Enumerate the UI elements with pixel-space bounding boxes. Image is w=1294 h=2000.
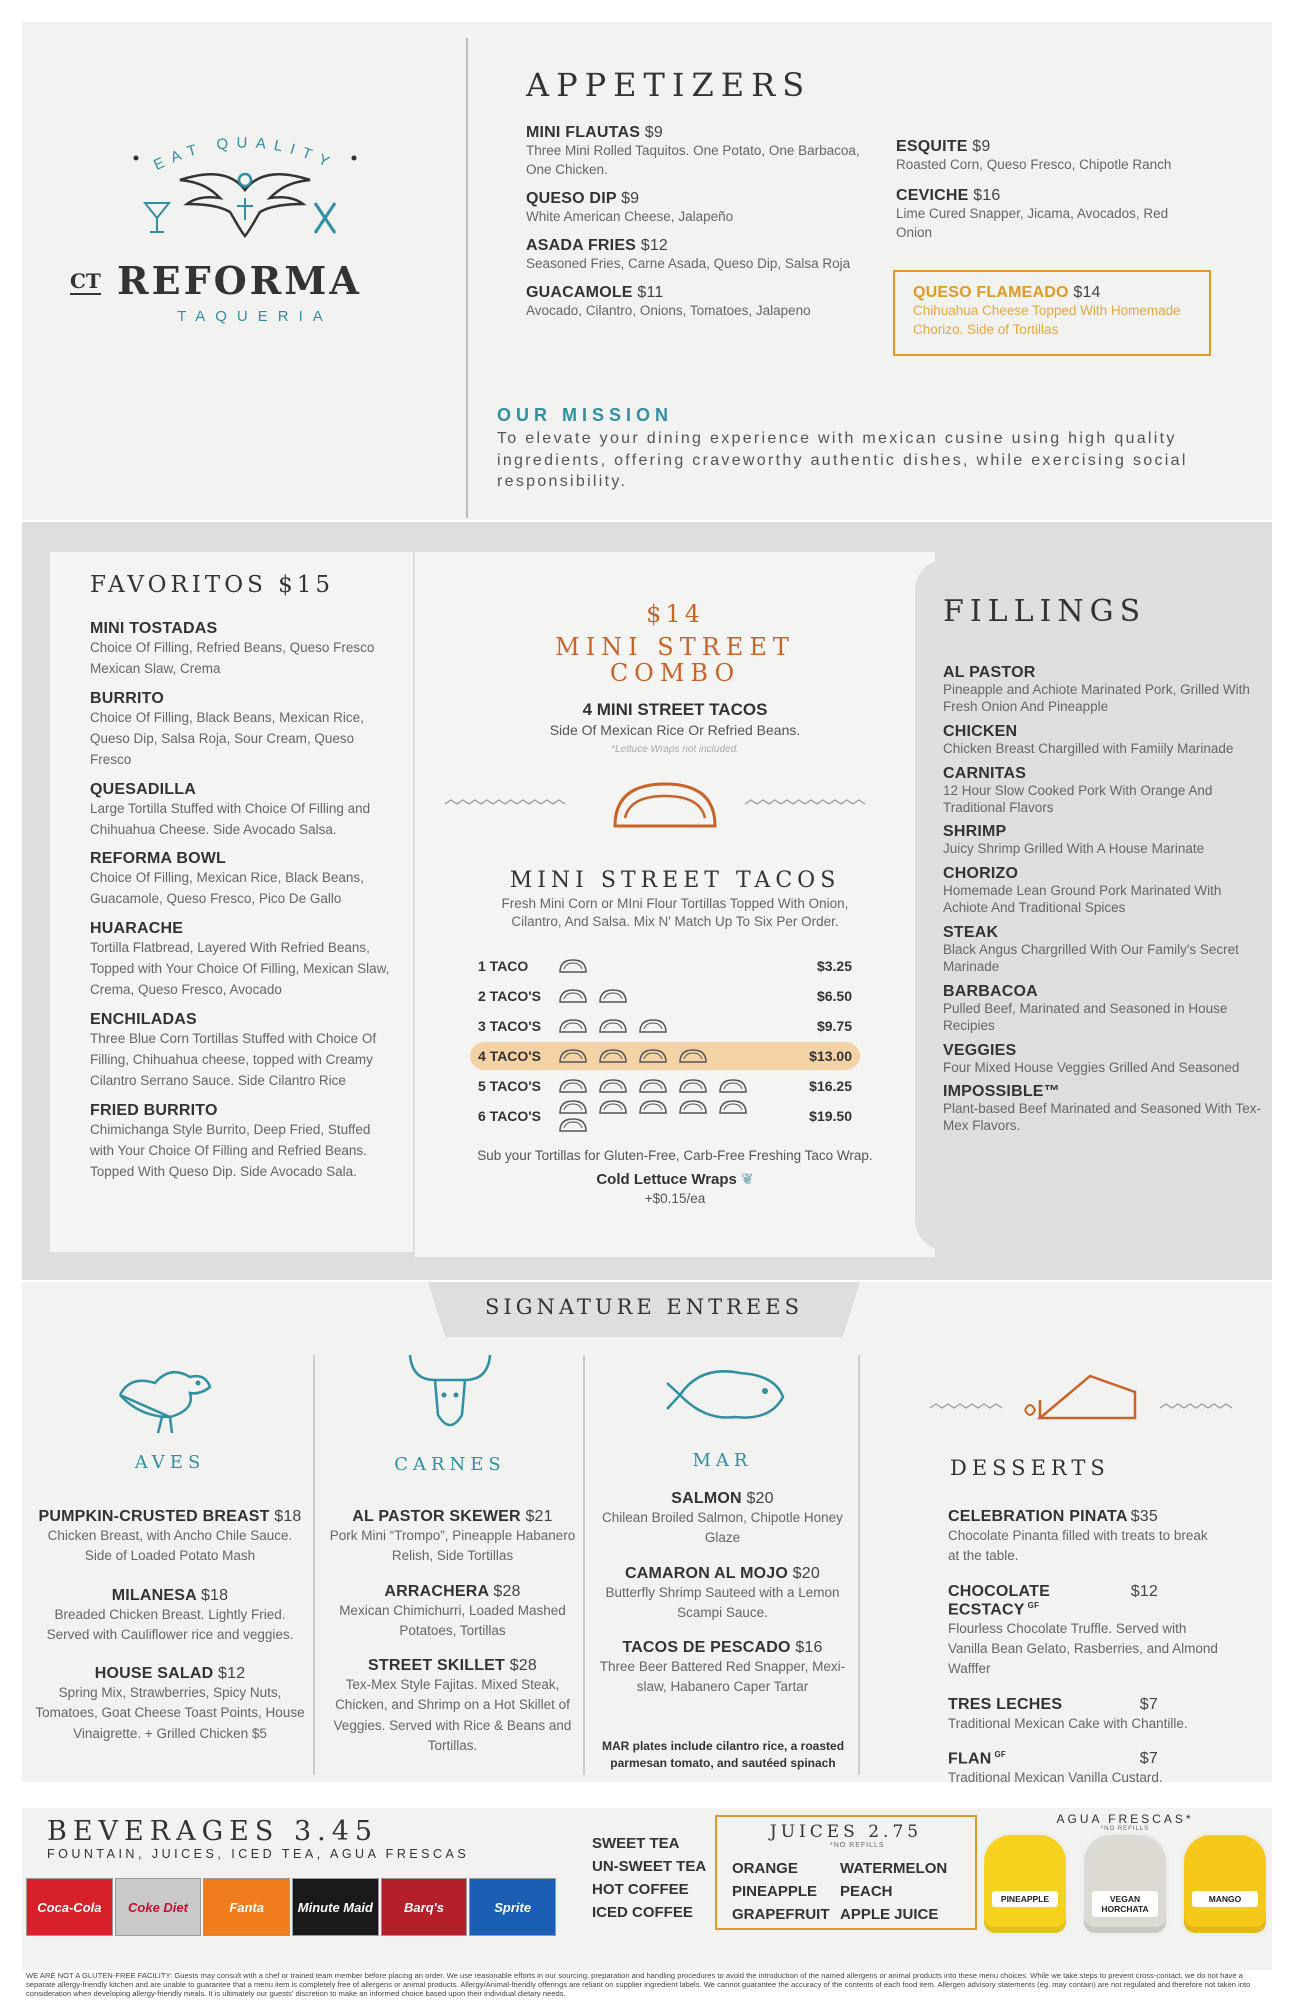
taco-icon: [638, 1078, 668, 1094]
filling-item: [943, 664, 1268, 716]
filling-item: [943, 983, 1268, 1035]
carnes-list: [325, 1508, 580, 1772]
favorito-name: ENCHILADAS: [90, 1011, 197, 1029]
aves-name-label: PUMPKIN-CRUSTED BREAST: [38, 1508, 270, 1525]
entrees-divider-1: [313, 1355, 315, 1775]
carnes-price: $28: [509, 1657, 537, 1674]
favorito-desc: Three Blue Corn Tortillas Stuffed with Choice Of Filling, Chihuahua cheese, topped with Creamy Cilantro Serrano Sauce. Side Cilantro Rice: [90, 1031, 377, 1088]
filling-item: [943, 1042, 1268, 1077]
taco-price: $13.00: [809, 1048, 852, 1064]
favorito-item: [90, 1011, 390, 1092]
juice-item: PINEAPPLE: [732, 1883, 818, 1900]
mar-name-text: [671, 1490, 742, 1507]
carnes-name-text: [368, 1657, 505, 1674]
juice-item: GRAPEFRUIT: [732, 1906, 830, 1923]
appetizer-item: [526, 237, 866, 274]
taco-icon: [718, 1099, 748, 1115]
brand-logo: [115, 1878, 202, 1936]
brand-logo-label: Minute Maid: [297, 1899, 373, 1915]
mar-price: $20: [746, 1490, 774, 1507]
appetizer-item: [526, 190, 866, 227]
aves-name-text: [38, 1508, 269, 1525]
taco-price: $16.25: [809, 1078, 852, 1094]
filling-item: [943, 865, 1268, 917]
desserts-name: [948, 1508, 1218, 1526]
filling-desc: Chicken Breast Chargilled with Famiily Marinade: [943, 740, 1234, 756]
combo-title-2: COMBO: [609, 659, 741, 687]
desserts-item: [948, 1750, 1218, 1789]
filling-item: [943, 723, 1268, 758]
brand-logo: [292, 1878, 379, 1936]
featured-name: QUESO FLAMEADO: [913, 284, 1069, 301]
taco-icon: [558, 988, 588, 1004]
mar-name-label: TACOS DE PESCADO: [622, 1639, 791, 1656]
desserts-desc: Traditional Mexican Cake with Chantille.: [948, 1715, 1188, 1731]
brand-logos: [26, 1878, 556, 1936]
desserts-name-text: [948, 1696, 1062, 1714]
agua-jar-label: PINEAPPLE: [992, 1891, 1058, 1907]
appetizer-desc: Avocado, Cilantro, Onions, Tomatoes, Jalapeno: [526, 302, 811, 318]
taco-row: [470, 1072, 860, 1100]
appetizer-item: [896, 187, 1206, 243]
favorito-desc: Large Tortilla Stuffed with Choice Of Filling and Chihuahua Cheese. Side Avocado Salsa.: [90, 800, 371, 837]
filling-name: SHRIMP: [943, 823, 1007, 841]
desserts-name-text: [948, 1508, 1128, 1526]
mar-list: [590, 1490, 855, 1714]
carnes-title: CARNES: [394, 1454, 506, 1475]
aves-name-text: [112, 1587, 197, 1604]
taco-icon: [638, 1099, 668, 1115]
appetizer-item: [896, 138, 1206, 175]
mar-desc: Three Beer Battered Red Snapper, Mexi-slaw, Habanero Caper Tartar: [599, 1659, 846, 1695]
favorito-desc: Choice Of Filling, Refried Beans, Queso Fresco Mexican Slaw, Crema: [90, 640, 375, 676]
taco-price: $9.75: [816, 1018, 852, 1034]
aves-desc: Breaded Chicken Breast. Lightly Fried. Served with Cauliflower rice and veggies.: [46, 1606, 294, 1642]
entrees-divider-2: [583, 1355, 585, 1775]
combo-title-1: MINI STREET: [555, 633, 795, 661]
mar-item: [590, 1565, 855, 1624]
entrees-title: SIGNATURE ENTREES: [485, 1295, 803, 1319]
drink-item: HOT COFFEE: [592, 1881, 689, 1898]
brand-logo: [203, 1878, 290, 1936]
appetizers-title: APPETIZERS: [526, 66, 812, 104]
taco-icon: [558, 1078, 588, 1094]
filling-item: [943, 823, 1268, 858]
juices-right: [840, 1857, 970, 1926]
aves-name: [35, 1665, 305, 1683]
aves-price: $18: [274, 1508, 302, 1525]
favorito-item: [90, 781, 390, 841]
appetizer-name: [526, 124, 866, 142]
gf-badge: GF: [994, 1749, 1006, 1759]
aves-desc: Chicken Breast, with Ancho Chile Sauce. Side of Loaded Potato Mash: [47, 1528, 293, 1564]
appetizer-desc: Roasted Corn, Queso Fresco, Chipotle Ranch: [896, 157, 1172, 172]
taco-icon: [558, 1099, 588, 1115]
leaf-icon: ❦: [741, 1171, 754, 1188]
mar-item: [590, 1639, 855, 1698]
mar-note: MAR plates include cilantro rice, a roasted parmesan tomato, and sautéed spinach: [601, 1739, 845, 1770]
taco-icons: [558, 1077, 792, 1095]
brand-name: CT REFORMA: [70, 258, 362, 303]
agua-note: *NO REFILLS: [1100, 1826, 1150, 1832]
taco-icons: [558, 1017, 792, 1035]
juice-item: ORANGE: [732, 1860, 798, 1877]
taco-icon: [638, 1048, 668, 1064]
cake-icon: [930, 1370, 1250, 1430]
desserts-item: [948, 1583, 1218, 1680]
filling-name: STEAK: [943, 924, 999, 941]
appetizer-name-text: QUESO DIP: [526, 189, 617, 207]
lettuce-wraps-label: Cold Lettuce Wraps: [596, 1171, 737, 1188]
desserts-list: [948, 1508, 1218, 1804]
beverages-title: BEVERAGES 3.45: [47, 1816, 379, 1847]
vertical-divider: [466, 38, 468, 518]
aves-item: [35, 1587, 305, 1646]
drink-item: UN-SWEET TEA: [592, 1858, 707, 1875]
taco-icons: [558, 987, 792, 1005]
aves-price: $18: [200, 1586, 229, 1604]
taco-icon: [598, 1078, 628, 1094]
favorito-desc: Choice Of Filling, Black Beans, Mexican Rice, Queso Dip, Salsa Roja, Sour Cream, Queso Fresco: [90, 709, 364, 767]
taco-row: [470, 1042, 860, 1070]
favorito-desc: Tortilla Flatbread, Layered With Refried Beans, Topped with Your Choice Of Filling, Mexican Slaw, Crema, Queso Fresco, Avocado: [90, 940, 390, 998]
carnes-desc: Mexican Chimichurri, Loaded Mashed Potatoes, Tortillas: [339, 1602, 566, 1638]
appetizer-item: [526, 284, 866, 321]
filling-item: [943, 765, 1268, 817]
carnes-name: [325, 1657, 580, 1675]
brand-logo-label: Sprite: [494, 1899, 532, 1915]
aves-price: $12: [218, 1665, 246, 1682]
taco-icons: [558, 957, 792, 975]
tacos-sub: Sub your Tortillas for Gluten-Free, Carb-Free Freshing Taco Wrap.: [477, 1148, 873, 1163]
taco-icon: [718, 1078, 748, 1094]
mar-desc: Chilean Broiled Salmon, Chipotle Honey Glaze: [602, 1510, 843, 1546]
carnes-item: [325, 1508, 580, 1567]
appetizer-price: $9: [972, 138, 991, 155]
desserts-price: $12: [1130, 1582, 1158, 1600]
taco-price: $3.25: [816, 958, 852, 974]
favorito-item: [90, 850, 390, 910]
filling-name: CHORIZO: [943, 865, 1019, 883]
agua-jar: [981, 1832, 1069, 1936]
taco-icon: [558, 958, 588, 974]
utensils-icon: [310, 198, 340, 238]
agua-jar-label: VEGAN HORCHATA: [1092, 1891, 1158, 1917]
brand-sub: TAQUERIA: [177, 308, 333, 325]
carnes-item: [325, 1583, 580, 1642]
bird-icon: [110, 1355, 230, 1445]
aves-name-text: [95, 1665, 214, 1682]
appetizer-name: [896, 187, 1206, 205]
appetizer-price: $16: [973, 186, 1001, 204]
aves-desc: Spring Mix, Strawberries, Spicy Nuts, Tomatoes, Goat Cheese Toast Points, House Vinaigrette. + Grilled Chicken $5: [35, 1685, 305, 1741]
mar-item: [590, 1490, 855, 1549]
filling-desc: Plant-based Beef Marinated and Seasoned With Tex-Mex Flavors.: [943, 1101, 1261, 1134]
appetizers-left: [526, 124, 866, 330]
beverages-sub: FOUNTAIN, JUICES, ICED TEA, AGUA FRESCAS: [47, 1847, 470, 1861]
carnes-name-label: ARRACHERA: [384, 1582, 489, 1600]
desserts-title: DESSERTS: [950, 1456, 1110, 1480]
aves-name: [35, 1587, 305, 1605]
brand-logo-label: Coca-Cola: [37, 1899, 102, 1915]
appetizer-desc: Lime Cured Snapper, Jicama, Avocados, Red Onion: [896, 205, 1169, 240]
taco-count-label: 4 TACO'S: [478, 1048, 541, 1064]
filling-name: AL PASTOR: [943, 664, 1036, 681]
taco-count-label: 3 TACO'S: [478, 1018, 541, 1034]
filling-name: CARNITAS: [943, 764, 1027, 782]
carnes-name-label: STREET SKILLET: [368, 1657, 506, 1674]
mar-price: $20: [792, 1564, 820, 1582]
logo: [60, 120, 430, 330]
favorito-item: [90, 620, 390, 680]
brand-logo-label: Coke Diet: [128, 1899, 188, 1915]
combo-line-2: Side Of Mexican Rice Or Refried Beans.: [549, 722, 801, 738]
agua-title: AGUA FRESCAS*: [1056, 1812, 1194, 1826]
carnes-name-text: [384, 1583, 488, 1600]
carnes-name-text: [352, 1508, 521, 1525]
carnes-name-label: AL PASTOR SKEWER: [352, 1508, 521, 1525]
combo-note: *Lettuce Wraps not included.: [611, 744, 739, 755]
mar-desc: Butterfly Shrimp Sauteed with a Lemon Scampi Sauce.: [605, 1584, 840, 1620]
taco-icon: [638, 1018, 668, 1034]
carnes-name: [325, 1583, 580, 1601]
tacos-price-table: [470, 952, 860, 1132]
desserts-desc: Traditional Mexican Vanilla Custard.: [948, 1770, 1163, 1786]
taco-count-label: 6 TACO'S: [478, 1108, 541, 1124]
drink-item: ICED COFFEE: [592, 1904, 693, 1921]
taco-count-label: 2 TACO'S: [478, 988, 541, 1004]
taco-icon: [558, 1117, 588, 1133]
taco-icon: [598, 1099, 628, 1115]
combo-line-1: 4 MINI STREET TACOS: [582, 700, 768, 719]
brand-logo: [381, 1878, 468, 1936]
mar-name-text: [622, 1639, 790, 1656]
appetizer-name: [526, 237, 866, 255]
desserts-name: [948, 1750, 1218, 1768]
filling-desc: Black Angus Chargrilled With Our Family's Secret Marinade: [943, 942, 1239, 974]
desserts-name: [948, 1696, 1218, 1714]
appetizer-price: $12: [640, 236, 669, 254]
desserts-name-label: TRES LECHES: [948, 1695, 1063, 1713]
desserts-name-text: [948, 1583, 1131, 1619]
appetizer-name: [526, 190, 866, 208]
appetizer-name-text: CEVICHE: [896, 186, 969, 204]
agua-jars: [975, 1832, 1275, 1940]
filling-name: BARBACOA: [943, 982, 1038, 1000]
favorito-name: QUESADILLA: [90, 780, 196, 798]
juice-item: PEACH: [840, 1883, 893, 1900]
mar-name: [590, 1639, 855, 1657]
appetizer-desc: White American Cheese, Jalapeño: [526, 208, 734, 224]
taco-price: $19.50: [809, 1108, 852, 1124]
mar-title: MAR: [692, 1450, 753, 1471]
appetizer-name: [896, 138, 1206, 156]
taco-icon: [678, 1048, 708, 1064]
carnes-name: [325, 1508, 580, 1526]
filling-desc: Pulled Beef, Marinated and Seasoned in House Recipies: [943, 1000, 1228, 1033]
desserts-item: [948, 1696, 1218, 1734]
favorito-name: REFORMA BOWL: [90, 850, 227, 868]
favoritos-title: FAVORITOS $15: [90, 572, 335, 598]
taco-price: $6.50: [816, 988, 852, 1004]
cocktail-icon: [142, 198, 172, 238]
taco-divider-icon: [445, 776, 885, 836]
favorito-item: [90, 690, 390, 771]
filling-item: [943, 1083, 1268, 1135]
taco-icons: [558, 1098, 792, 1134]
desserts-price: $7: [1139, 1749, 1158, 1767]
appetizer-desc: Three Mini Rolled Taquitos. One Potato, One Barbacoa, One Chicken.: [526, 143, 860, 177]
lettuce-wraps: [415, 1170, 935, 1188]
aves-item: [35, 1665, 305, 1744]
taco-count-label: 1 TACO: [478, 958, 529, 974]
favorito-name: BURRITO: [90, 689, 164, 707]
agua-jar: [1181, 1832, 1269, 1936]
taco-row: [470, 1012, 860, 1040]
agua-jar-label: MANGO: [1192, 1891, 1258, 1907]
carnes-desc: Pork Mini “Trompo”, Pineapple Habanero Relish, Side Tortillas: [329, 1528, 576, 1564]
mar-name-text: [625, 1565, 788, 1582]
appetizers-right: [896, 138, 1206, 255]
taco-row: [470, 982, 860, 1010]
featured-appetizer: [893, 270, 1211, 356]
featured-price: $14: [1073, 284, 1101, 301]
lettuce-wraps-price: +$0.15/ea: [644, 1191, 706, 1206]
disclaimer: WE ARE NOT A GLUTEN-FREE FACILITY: Guests may consult with a chef or trained team member before placing an order. We use reasonable efforts in our sourcing, preparation and handling procedures to avoid the introduction of the named allergens or animal products into these menu choices. While we take steps to prevent cross-contact, we do not have a separate allergy-friendly kitchen and are unable to guarantee that a menu item is completely free of allergens or animal products. Allergy/Animal-friendly offerings are reliant on supplier ingredient labels. We cannot guarantee the accuracy of the contents of each food item. Allergen advisory statements (eg. may contain) are not regulated and therefore not taken into consideration when developing allergy-friendly meals. It is ultimately our guests' discretion to make an informed choice based upon their individual dietary needs.: [26, 1971, 1251, 1999]
favorito-item: [90, 1102, 390, 1183]
fish-icon: [665, 1355, 795, 1435]
svg-text:EAT QUALITY: EAT QUALITY: [151, 134, 339, 174]
combo-price: $14: [646, 600, 704, 628]
juices-left: [732, 1857, 842, 1926]
brand-logo: [26, 1878, 113, 1936]
desserts-item: [948, 1508, 1218, 1567]
aves-name-label: MILANESA: [111, 1586, 197, 1604]
aves-item: [35, 1508, 305, 1567]
mar-name-label: SALMON: [671, 1490, 742, 1507]
featured-desc: Chihuahua Cheese Topped With Homemade Chorizo. Side of Tortillas: [913, 303, 1181, 337]
fillings-list: [943, 664, 1268, 1142]
mission-text: To elevate your dining experience with mexican cusine using high quality ingredients, offering craveworthy authentic dishes, while exercising social responsibility.: [497, 430, 1188, 491]
gf-badge: GF: [1027, 1600, 1040, 1610]
favorito-desc: Choice Of Filling, Mexican Rice, Black Beans, Guacamole, Queso Fresco, Pico De Gallo: [90, 870, 364, 907]
filling-desc: Juicy Shrimp Grilled With A House Marinate: [943, 841, 1205, 857]
desserts-name-label: CELEBRATION PINATA: [948, 1508, 1128, 1525]
mar-price: $16: [795, 1639, 823, 1656]
bull-icon: [400, 1345, 500, 1445]
mission-title: OUR MISSION: [497, 405, 674, 425]
favorito-desc: Chimichanga Style Burrito, Deep Fried, Stuffed with Your Choice Of Filling and Refried Beans. Topped With Queso Dip. Side Avocado Sala.: [90, 1121, 371, 1179]
eagle-icon: [175, 160, 315, 240]
appetizer-price: $9: [621, 189, 640, 207]
entrees-divider-3: [858, 1355, 860, 1775]
favorito-name: FRIED BURRITO: [90, 1101, 218, 1119]
taco-icon: [598, 988, 628, 1004]
appetizer-name-text: ASADA FRIES: [526, 236, 637, 254]
brand-logo: [469, 1878, 556, 1936]
appetizer-name-text: GUACAMOLE: [526, 283, 633, 301]
juice-item: WATERMELON: [840, 1860, 948, 1877]
aves-title: AVES: [134, 1452, 206, 1473]
brand-logo-label: Barq's: [404, 1899, 444, 1915]
aves-list: [35, 1508, 305, 1764]
carnes-desc: Tex-Mex Style Fajitas. Mixed Steak, Chicken, and Shrimp on a Hot Skillet of Veggies. Served with Rice & Beans and Tortillas.: [333, 1677, 572, 1753]
taco-count-label: 5 TACO'S: [478, 1078, 541, 1094]
fillings-title: FILLINGS: [943, 594, 1147, 629]
filling-name: IMPOSSIBLE™: [943, 1083, 1060, 1101]
appetizer-item: [526, 124, 866, 180]
carnes-price: $21: [525, 1508, 553, 1525]
favorito-item: [90, 920, 390, 1001]
taco-row: [470, 1102, 860, 1130]
desserts-name-text: [948, 1750, 1006, 1768]
taco-icon: [558, 1048, 588, 1064]
desserts-name: [948, 1583, 1218, 1619]
taco-icon: [598, 1018, 628, 1034]
filling-desc: Four Mixed House Veggies Grilled And Seasoned: [943, 1059, 1240, 1075]
drink-item: SWEET TEA: [592, 1835, 680, 1852]
juice-item: APPLE JUICE: [840, 1906, 939, 1923]
juices-title: JUICES 2.75: [769, 1822, 923, 1842]
filling-name: VEGGIES: [943, 1041, 1017, 1059]
carnes-price: $28: [493, 1582, 521, 1600]
aves-name-label: HOUSE SALAD: [94, 1665, 214, 1682]
taco-icons: [558, 1047, 792, 1065]
taco-icon: [598, 1048, 628, 1064]
taco-icon: [558, 1018, 588, 1034]
tacos-desc: Fresh Mini Corn or MIni Flour Tortillas Topped With Onion, Cilantro, And Salsa. Mix N' Match Up To Six Per Order.: [501, 896, 849, 930]
taco-icon: [678, 1078, 708, 1094]
mar-name: [590, 1490, 855, 1508]
taco-icon: [678, 1099, 708, 1115]
appetizer-name-text: MINI FLAUTAS: [526, 124, 641, 141]
desserts-desc: Chocolate Pinanta filled with treats to break at the table.: [948, 1528, 1208, 1564]
filling-desc: 12 Hour Slow Cooked Pork With Orange And Traditional Flavors: [943, 782, 1213, 815]
filling-desc: Homemade Lean Ground Pork Marinated With Achiote And Traditional Spices: [943, 883, 1222, 916]
brand-logo-label: Fanta: [229, 1899, 265, 1915]
aves-name: [35, 1508, 305, 1526]
mar-name: [590, 1565, 855, 1583]
carnes-item: [325, 1657, 580, 1756]
appetizer-desc: Seasoned Fries, Carne Asada, Queso Dip, Salsa Roja: [526, 255, 851, 271]
mar-name-label: CAMARON AL MOJO: [625, 1564, 789, 1582]
filling-name: CHICKEN: [943, 722, 1018, 740]
desserts-price: $35: [1130, 1508, 1158, 1525]
desserts-name-label: CHOCOLATE ECSTACY: [948, 1582, 1050, 1618]
favorito-name: HUARACHE: [90, 920, 184, 938]
appetizer-name-text: ESQUITE: [896, 138, 968, 155]
favorito-name: MINI TOSTADAS: [90, 620, 218, 637]
filling-desc: Pineapple and Achiote Marinated Pork, Grilled With Fresh Onion And Pineapple: [943, 682, 1250, 714]
appetizer-price: $9: [644, 124, 663, 141]
juices-note: *NO REFILLS: [830, 1842, 885, 1849]
favoritos-list: [90, 620, 390, 1193]
appetizer-name: [526, 284, 866, 302]
taco-row: [470, 952, 860, 980]
filling-item: [943, 924, 1268, 976]
tacos-title: MINI STREET TACOS: [509, 868, 841, 893]
desserts-name-label: FLAN: [948, 1750, 992, 1768]
appetizer-price: $11: [637, 283, 664, 301]
agua-jar: [1081, 1832, 1169, 1936]
desserts-desc: Flourless Chocolate Truffle. Served with Vanilla Bean Gelato, Rasberries, and Almond Wafffer: [948, 1620, 1218, 1677]
desserts-price: $7: [1139, 1695, 1158, 1713]
